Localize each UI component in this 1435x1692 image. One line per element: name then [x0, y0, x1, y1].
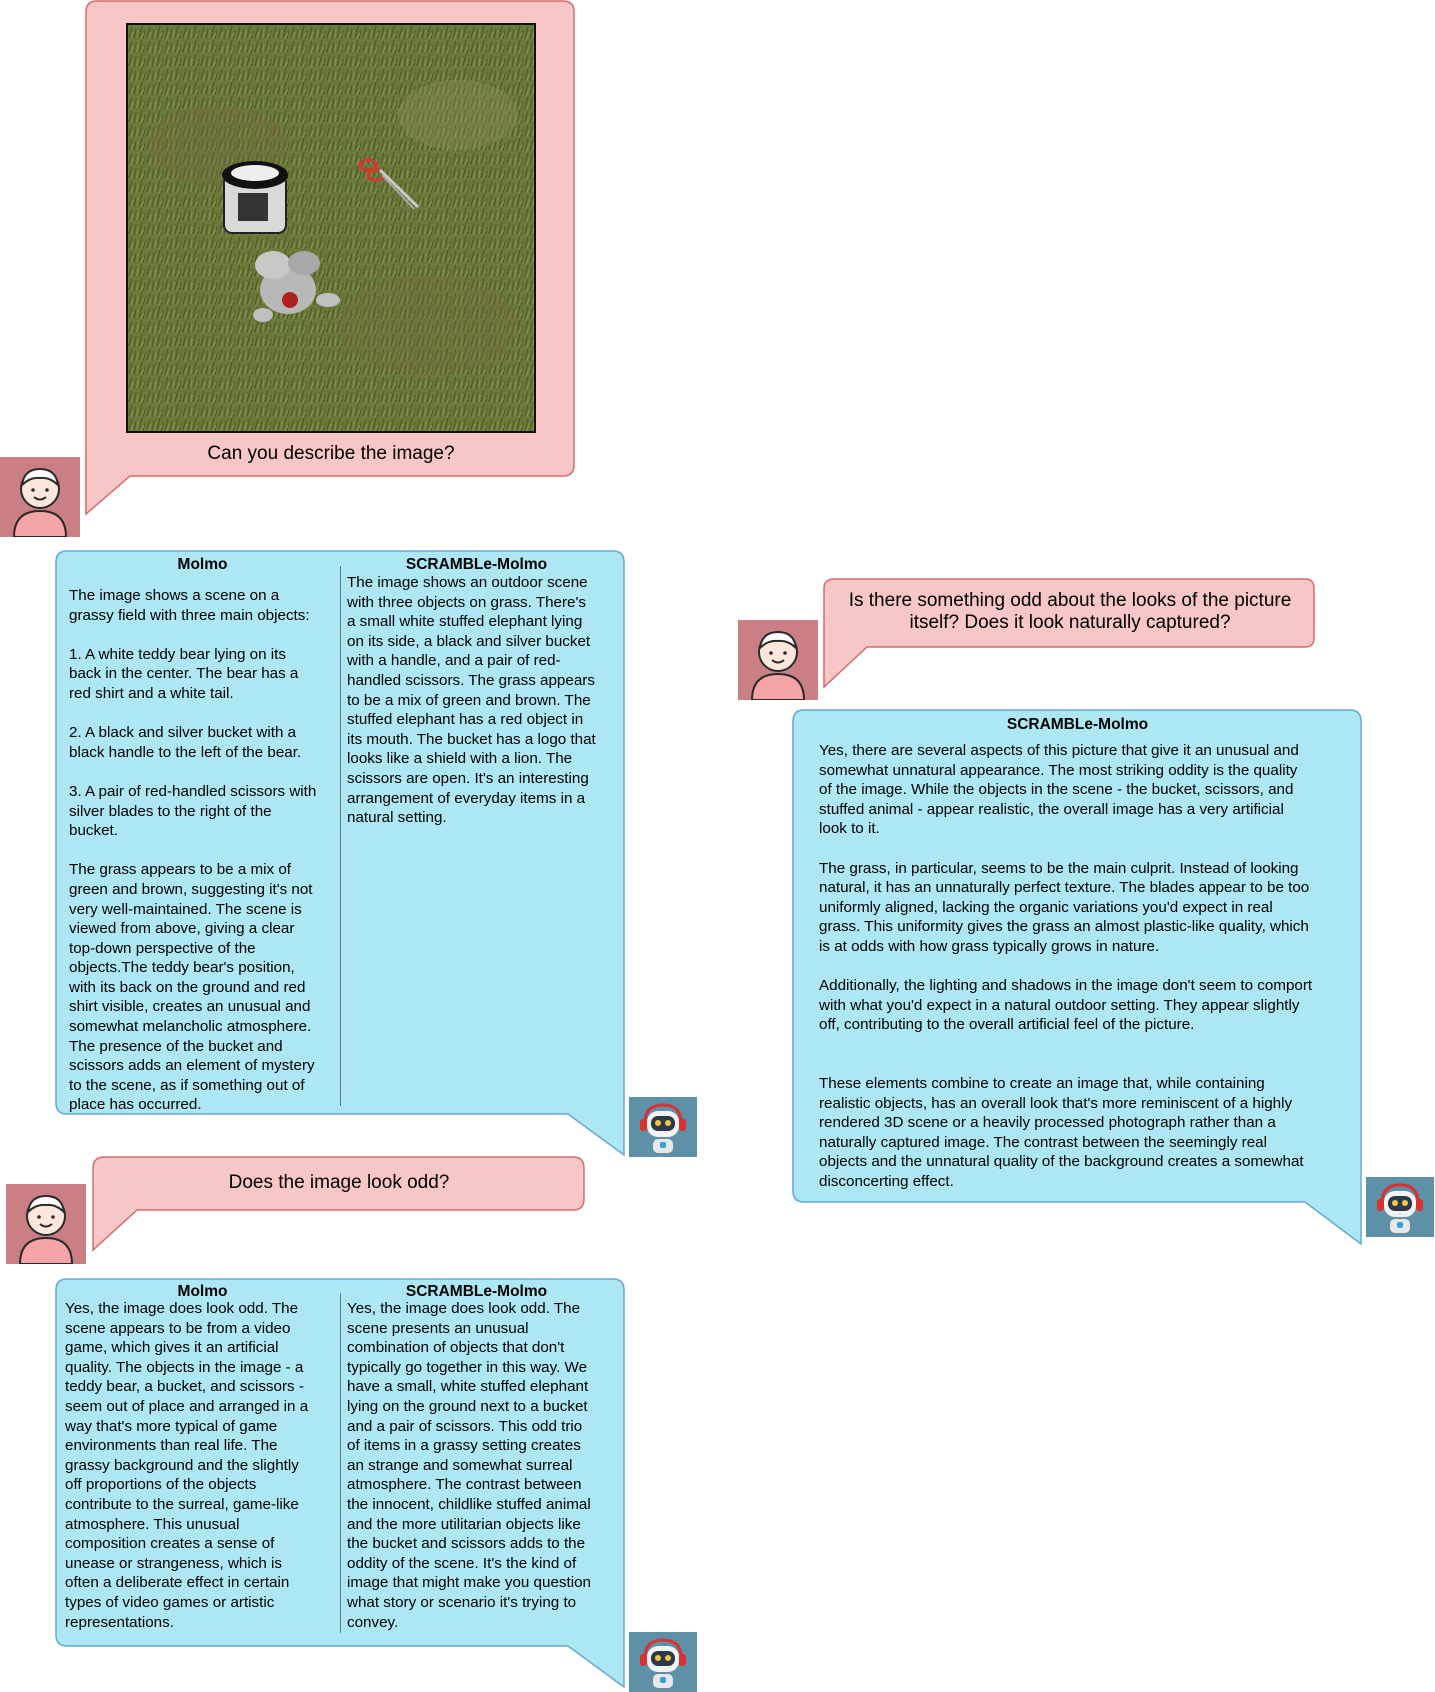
- user-avatar-icon: [0, 457, 80, 537]
- user-question-2: Does the image look odd?: [228, 1172, 450, 1193]
- bucket-icon: [222, 161, 288, 233]
- robot-avatar-icon: [629, 1632, 697, 1692]
- user-avatar-icon: [6, 1184, 86, 1264]
- scramble-molmo-title-2: SCRAMBLe-Molmo: [405, 1283, 548, 1300]
- robot-avatar-icon: [1366, 1177, 1434, 1237]
- input-photo: [126, 23, 536, 433]
- scramble-molmo-title-1: SCRAMBLe-Molmo: [405, 556, 548, 573]
- robot-avatar-icon: [629, 1097, 697, 1157]
- column-divider-1: [340, 566, 341, 1106]
- molmo-title-2: Molmo: [177, 1283, 228, 1300]
- molmo-title-1: Molmo: [177, 556, 228, 573]
- scramble-molmo-answer-2: Yes, the image does look odd. The scene presents an unusual combination of objects that don't typically go together in this way. We have a small, white stuffed elephant lying on the ground next to a bucket and a pair of scissors. This odd trio of items in a grassy setting creates an strange and somewhat surreal atmosphere. The contrast between the innocent, childlike stuffed animal and the more utilitarian objects like the bucket and scissors adds to the oddity of the scene. It's the kind of image that might make you question what story or scenario it's trying to convey.: [347, 1300, 591, 1631]
- molmo-answer-1: The image shows a scene on a grassy field with three main objects: 1. A white teddy bear lying on its back in the center. The bear has a red shirt and a white tail. 2. A black and silver bucket with a black handle to the left of the bear. 3. A pair of red-handled scissors with silver blades to the right of the bucket. The grass appears to be a mix of green and brown, suggesting it's not very well-maintained. The scene is viewed from above, giving a clear top-down perspective of the objects.The teddy bear's position, with its back on the ground and red shirt visible, creates an unusual and somewhat melancholic atmosphere. The presence of the bucket and scissors adds an element of mystery to the scene, as if something out of place has occurred.: [69, 587, 317, 1114]
- scramble-molmo-answer-1: The image shows an outdoor scene with three objects on grass. There's a small white stuffed elephant lying on its side, a black and silver bucket with a handle, and a pair of red- handled scissors. The grass appears to be a mix of green and brown. The stuffed elephant has a red object in its mouth. The bucket has a logo that looks like a shield with a lion. The scissors are open. It's an interesting arrangement of everyday items in a natural setting.: [347, 574, 596, 827]
- user-bubble-2: [93, 1157, 584, 1250]
- molmo-answer-2: Yes, the image does look odd. The scene appears to be from a video game, which gives it an artificial quality. The objects in the image - a teddy bear, a bucket, and scissors - seem out of place and arranged in a way that's more typical of game environments than real life. The grassy background and the slightly off proportions of the objects contribute to the surreal, game-like atmosphere. This unusual composition creates a sense of unease or strangeness, which is often a deliberate effect in certain types of video games or artistic representations.: [65, 1300, 309, 1631]
- user-question-3: Is there something odd about the looks of the picture itself? Does it look naturally captured?: [848, 590, 1292, 633]
- user-avatar-icon: [738, 620, 818, 700]
- column-divider-2: [340, 1293, 341, 1633]
- scramble-molmo-answer-3: Yes, there are several aspects of this picture that give it an unusual and somewhat unnatural appearance. The most striking oddity is the quality of the image. While the objects in the scene - the bucket, scissors, and stuffed animal - appear realistic, the overall image has a very artificial look to it. The grass, in particular, seems to be the main culprit. Instead of looking natural, it has an unnaturally perfect texture. The blades appear to be too uniformly aligned, lacking the organic variations you'd expect in real grass. This uniformity gives the grass an almost plastic-like quality, which is at odds with how grass typically grows in nature. Additionally, the lighting and shadows in the image don't seem to comport with what you'd expect in a natural outdoor setting. They appear slightly off, contributing to the overall artificial feel of the picture. These elements combine to create an image that, while containing realistic objects, has an overall look that's more reminiscent of a highly rendered 3D scene or a heavily processed photograph rather than a naturally captured image. The contrast between the seemingly real objects and the unnatural quality of the background creates a somewhat disconcerting effect.: [819, 742, 1313, 1191]
- user-question-1: Can you describe the image?: [207, 443, 455, 464]
- scramble-molmo-title-3: SCRAMBLe-Molmo: [1006, 716, 1149, 733]
